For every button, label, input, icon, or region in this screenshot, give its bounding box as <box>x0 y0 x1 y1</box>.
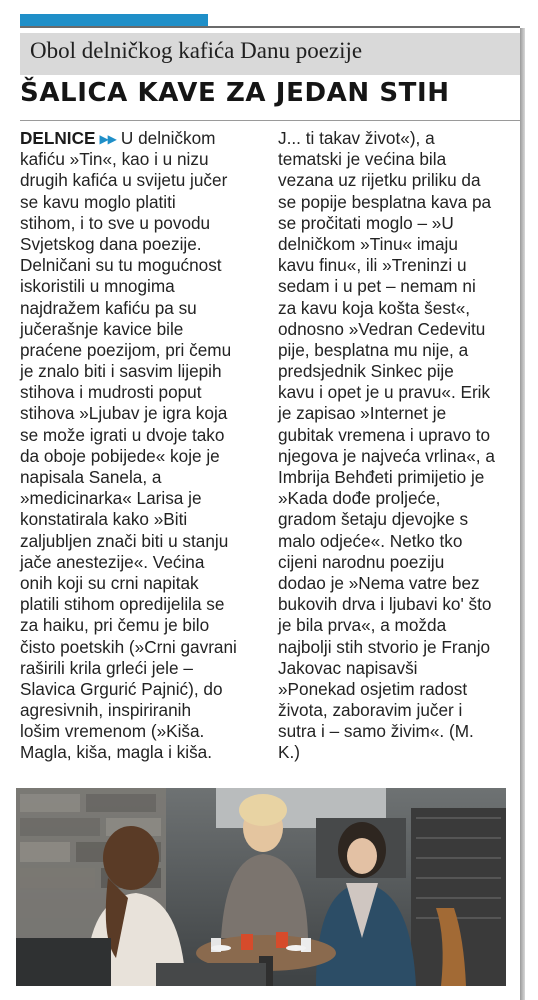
body-text: U delničkom <box>120 128 216 148</box>
body-line: kavu i opet je u pravu«. Erik <box>278 382 491 403</box>
body-line: drugih kafića u svijetu jučer <box>20 170 228 191</box>
body-line: stihom, i to sve u povodu <box>20 212 211 233</box>
body-line: je znalo biti i sasvim lijepih <box>20 361 222 382</box>
body-line: se može igrati u dvoje tako <box>20 424 225 445</box>
body-line: konstatirala kako »Biti <box>20 509 188 530</box>
body-line: Magla, kiša, magla i kiša. <box>20 742 212 763</box>
body-line: njegova je najveća vrlina«, a <box>278 445 495 466</box>
body-line: stihova i mudrosti poput <box>20 382 202 403</box>
body-line: gradom šetaju djevojke s <box>278 509 469 530</box>
body-line: »Ponekad osjetim radost <box>278 678 468 699</box>
article-headline: ŠALICA KAVE ZA JEDAN STIH <box>20 78 450 108</box>
body-line: platili stihom opredijelila se <box>20 594 225 615</box>
body-line: onih koji su crni napitak <box>20 572 199 593</box>
double-right-triangle-icon: ▶▶ <box>99 132 116 146</box>
body-line: Slavica Grgurić Pajnić), do <box>20 678 223 699</box>
body-line: odnosno »Vedran Cedevitu <box>278 318 486 339</box>
body-line: napisala Sanela, a <box>20 467 162 487</box>
cafe-photo <box>16 788 506 986</box>
body-line: kavu finu«, ili »Treninzi u <box>278 255 467 276</box>
body-line: bukovih drva i ljubavi ko' što <box>278 594 492 615</box>
body-line: jučerašnje kavice bile <box>20 318 184 339</box>
section-color-tab <box>20 14 208 26</box>
body-line: »Kada dođe proljeće, <box>278 488 441 509</box>
headline-rule <box>20 120 520 121</box>
body-line: se pročitati moglo – »U <box>278 212 454 233</box>
body-line: Delničani su tu mogućnost <box>20 255 222 276</box>
body-line: se kavu moglo platiti <box>20 191 176 212</box>
body-line: čisto poetskih (»Crni gavrani <box>20 636 237 657</box>
body-line: jače anestezije«. Većina <box>20 551 205 572</box>
body-line: zaljubljen znači biti u stanju <box>20 530 229 551</box>
body-line: da oboje pobijede« koje je <box>20 445 220 466</box>
body-line: je zapisao »Internet je <box>278 403 447 424</box>
body-line: dodao je »Nema vatre bez <box>278 572 480 593</box>
body-line: agresivnih, inspiriranih <box>20 700 192 721</box>
article-column-1 <box>20 128 260 764</box>
body-line: tematski je većina bila <box>278 149 447 170</box>
body-line: gubitak vremena i upravo to <box>278 424 491 445</box>
body-line: za haiku, pri čemu je bilo <box>20 615 210 636</box>
body-line: najbolji stih stvorio je Franjo <box>278 636 491 657</box>
body-line: je bila prva«, a možda <box>278 615 447 636</box>
article-column-2 <box>278 128 514 764</box>
column-1-body <box>20 149 260 763</box>
first-line <box>20 128 260 149</box>
body-line: lošim vremenom (»Kiša. <box>20 721 205 742</box>
body-line: cijeni narodnu poeziju <box>278 551 445 572</box>
body-line: K.) <box>278 742 300 763</box>
top-rule <box>20 26 520 28</box>
article-kicker: Obol delničkog kafića Danu poezije <box>30 38 363 63</box>
column-2-body <box>278 128 514 764</box>
body-line: stihova »Ljubav je igra koja <box>20 403 228 424</box>
page-edge-shadow <box>520 28 525 1000</box>
body-line: praćene poezijom, pri čemu <box>20 339 232 360</box>
body-line: »medicinarka« Larisa je <box>20 488 202 509</box>
body-line: se popije besplatna kava pa <box>278 191 492 212</box>
body-line: sutra i – samo živim«. (M. <box>278 721 474 742</box>
body-line: života, zaboravim jučer i <box>278 700 463 721</box>
body-line: pije, besplatna mu nije, a <box>278 339 469 360</box>
body-line: malo odjeće«. Netko tko <box>278 530 463 551</box>
body-line: iskoristili u mnogima <box>20 276 175 297</box>
body-line: kafiću »Tin«, kao i u nizu <box>20 149 209 170</box>
body-line: predsjednik Sinkec pije <box>278 361 454 382</box>
dateline: DELNICE <box>20 128 96 148</box>
body-line: Svjetskog dana poezije. <box>20 233 202 254</box>
body-line: sedam i u pet – nemam ni <box>278 276 476 297</box>
body-line: delničkom »Tinu« imaju <box>278 233 458 254</box>
body-line: za kavu koja košta šest«, <box>278 297 471 318</box>
cafe-photo-illustration <box>16 788 506 986</box>
body-line: najdražem kafiću pa su <box>20 297 197 318</box>
body-line: raširili krila grleći jele – <box>20 657 193 678</box>
body-line: vezana uz rijetku priliku da <box>278 170 481 191</box>
body-line: J... ti takav život«), a <box>278 128 435 148</box>
body-line: Imbrija Behđeti primijetio je <box>278 467 485 487</box>
body-line: Jakovac napisavši <box>278 657 418 678</box>
